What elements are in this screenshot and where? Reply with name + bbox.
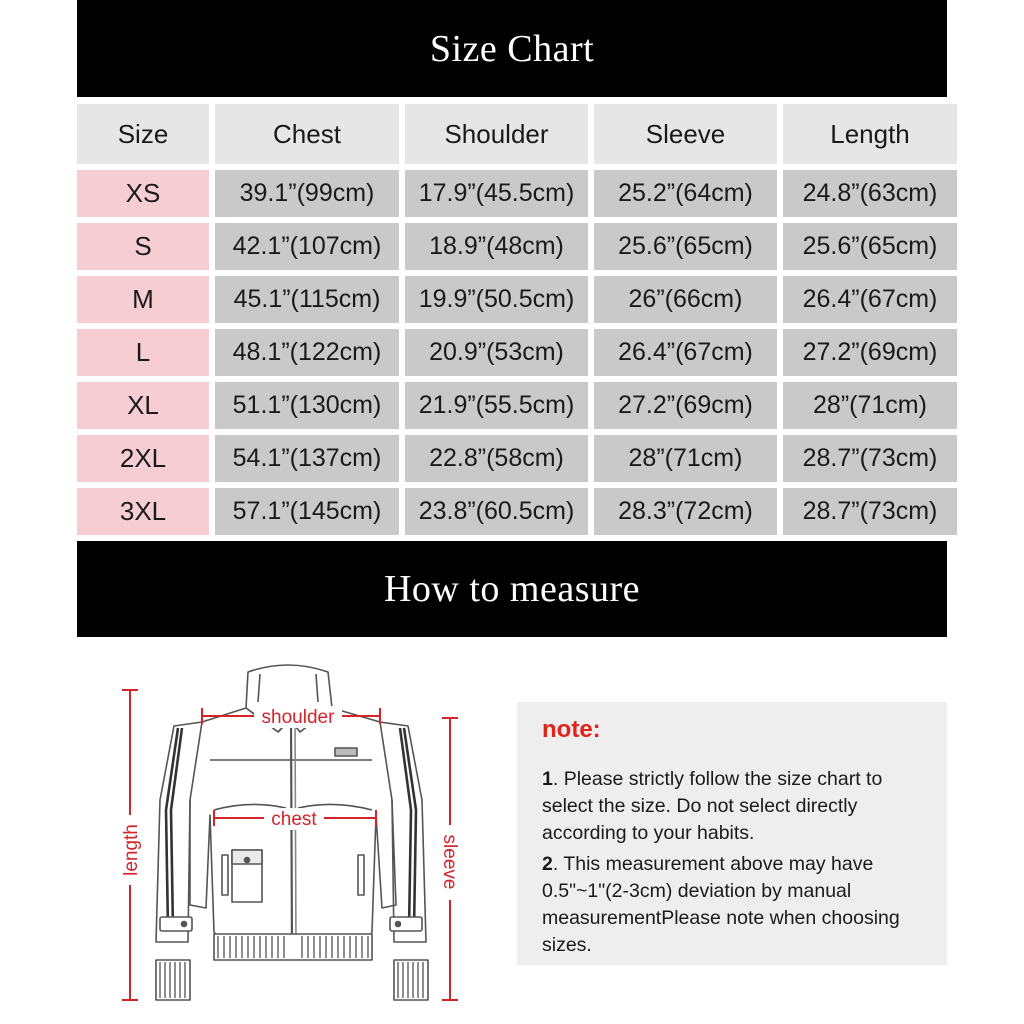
- measurement-cell-chest: 51.1”(130cm): [215, 382, 399, 429]
- shoulder-label: shoulder: [261, 707, 335, 728]
- measurement-cell-length: 26.4”(67cm): [783, 276, 957, 323]
- measurement-cell-sleeve: 25.6”(65cm): [594, 223, 777, 270]
- column-header-length: Length: [783, 104, 957, 164]
- jacket-measurement-diagram: [110, 650, 490, 1020]
- measurement-cell-shoulder: 23.8”(60.5cm): [405, 488, 588, 535]
- measurement-cell-length: 28”(71cm): [783, 382, 957, 429]
- measurement-cell-shoulder: 20.9”(53cm): [405, 329, 588, 376]
- measurement-cell-chest: 48.1”(122cm): [215, 329, 399, 376]
- note-text: . This measurement above may have 0.5"~1"(2-3cm) deviation by manual measurementPlease note when choosing sizes.: [542, 853, 900, 956]
- measurement-cell-chest: 54.1”(137cm): [215, 435, 399, 482]
- length-label: length: [121, 824, 142, 876]
- sleeve-label: sleeve: [439, 834, 460, 890]
- size-label-cell: S: [77, 223, 209, 270]
- note-item: [542, 766, 937, 847]
- note-number: 1: [542, 768, 553, 790]
- size-label-cell: XL: [77, 382, 209, 429]
- measurement-cell-chest: 57.1”(145cm): [215, 488, 399, 535]
- note-title: note:: [542, 716, 601, 743]
- measurement-cell-sleeve: 28”(71cm): [594, 435, 777, 482]
- column-header-sleeve: Sleeve: [594, 104, 777, 164]
- note-number: 2: [542, 853, 553, 875]
- measurement-cell-sleeve: 27.2”(69cm): [594, 382, 777, 429]
- measurement-cell-shoulder: 19.9”(50.5cm): [405, 276, 588, 323]
- measurement-cell-sleeve: 26”(66cm): [594, 276, 777, 323]
- how-to-measure-banner: [77, 541, 947, 637]
- measurement-cell-length: 27.2”(69cm): [783, 329, 957, 376]
- measurement-cell-length: 28.7”(73cm): [783, 488, 957, 535]
- note-text: . Please strictly follow the size chart to select the size. Do not select directly according to your habits.: [542, 768, 883, 844]
- size-table: [77, 104, 957, 535]
- column-header-chest: Chest: [215, 104, 399, 164]
- measurement-cell-shoulder: 18.9”(48cm): [405, 223, 588, 270]
- measurement-cell-shoulder: 21.9”(55.5cm): [405, 382, 588, 429]
- jacket-hem: [214, 934, 372, 960]
- note-item: [542, 851, 937, 959]
- size-chart-title: Size Chart: [429, 27, 595, 70]
- size-label-cell: 2XL: [77, 435, 209, 482]
- size-chart-banner: [77, 0, 947, 97]
- size-label-cell: XS: [77, 170, 209, 217]
- measurement-cell-shoulder: 22.8”(58cm): [405, 435, 588, 482]
- measurement-cell-length: 28.7”(73cm): [783, 435, 957, 482]
- chest-label: chest: [271, 809, 317, 830]
- how-to-measure-title: How to measure: [383, 568, 641, 610]
- column-header-size: Size: [77, 104, 209, 164]
- measurement-cell-sleeve: 25.2”(64cm): [594, 170, 777, 217]
- measurement-cell-length: 24.8”(63cm): [783, 170, 957, 217]
- measurement-cell-chest: 39.1”(99cm): [215, 170, 399, 217]
- size-label-cell: M: [77, 276, 209, 323]
- measurement-cell-sleeve: 26.4”(67cm): [594, 329, 777, 376]
- size-label-cell: L: [77, 329, 209, 376]
- size-label-cell: 3XL: [77, 488, 209, 535]
- column-header-shoulder: Shoulder: [405, 104, 588, 164]
- measurement-cell-length: 25.6”(65cm): [783, 223, 957, 270]
- measurement-cell-chest: 42.1”(107cm): [215, 223, 399, 270]
- note-box: [517, 702, 947, 965]
- measurement-cell-chest: 45.1”(115cm): [215, 276, 399, 323]
- measurement-cell-sleeve: 28.3”(72cm): [594, 488, 777, 535]
- measurement-cell-shoulder: 17.9”(45.5cm): [405, 170, 588, 217]
